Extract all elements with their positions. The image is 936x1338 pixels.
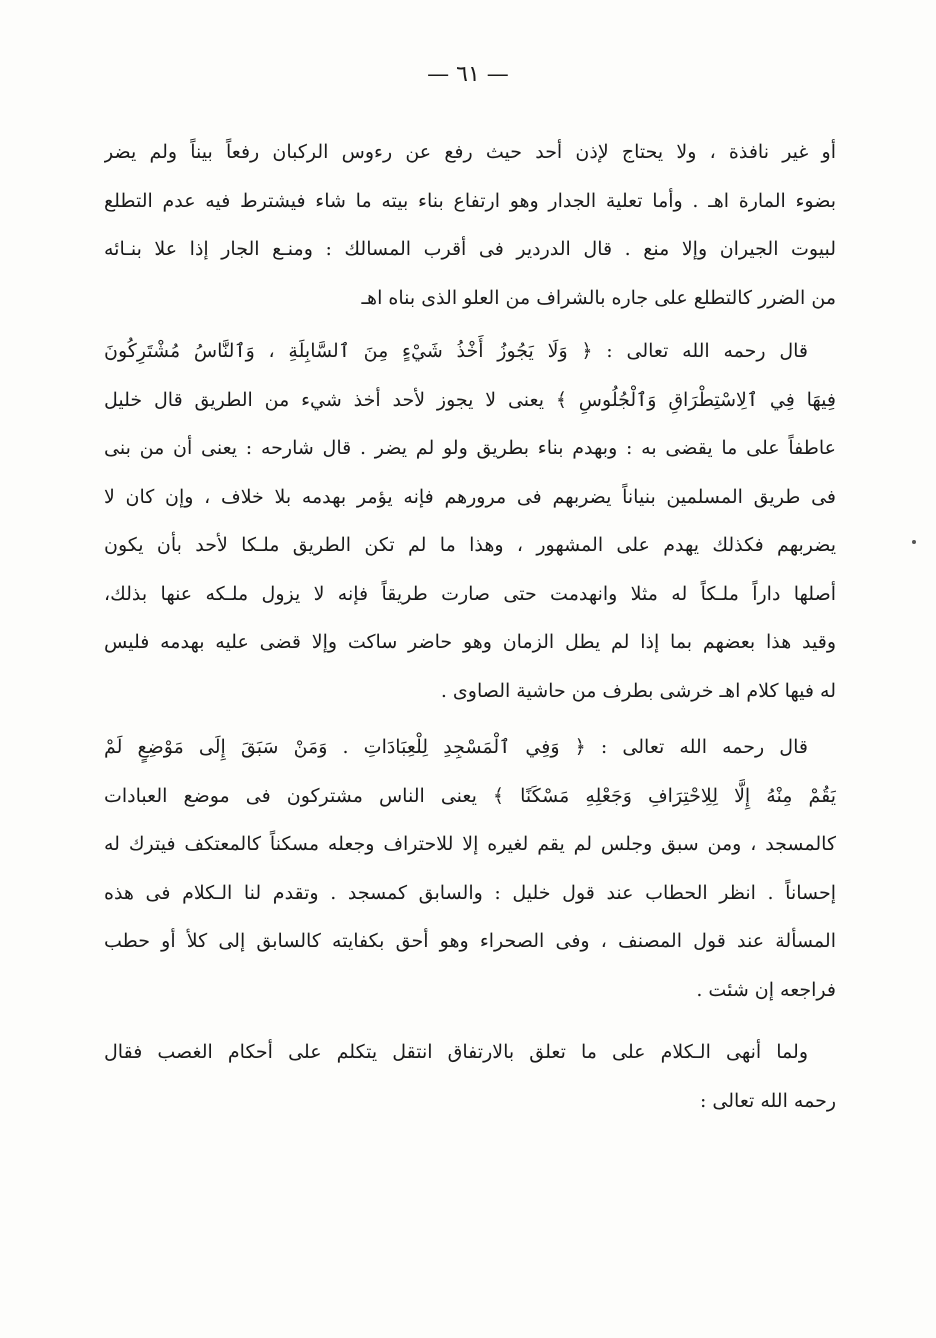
text-line: لبيوت الجيران وإلا منع . قال الدردير فى أقرب المسالك : ومنـع الجار إذا علا بنـائه — [104, 238, 836, 260]
ink-speck — [912, 540, 916, 544]
page-number: — ٦١ — — [427, 62, 509, 87]
text-line: قال رحمه الله تعالى : ﴿ وَفِي ٱلْمَسْجِدِ لِلْعِبَادَاتِ . وَمَنْ سَبَقَ إِلَى مَوْضِعٍ لَمْ — [104, 736, 808, 758]
text-line: فراجعه إن شئت . — [696, 978, 836, 1001]
text-line: عاطفاً على ما يقضى به : وبهدم بناء بطريق ولو لم يضر . قال شارحه : يعنى أن من بنى — [104, 437, 836, 459]
text-line: يضربهم فكذلك يهدم على المشهور ، وهذا ما لم تكن الطريق ملـكا لأحد بأن يكون — [104, 534, 836, 556]
paragraph — [104, 128, 836, 322]
text-line: بضوء المارة اهـ . وأما تعلية الجدار وهو ارتفاع بناء بيته ما شاء فيشترط فيه عدم التطلع — [104, 189, 836, 212]
text-line: أصلها داراً ملـكاً له مثلا وانهدمت حتى صارت طريقاً فإنه لا يزول ملـكه عنها بذلك، — [104, 582, 836, 605]
paragraph — [104, 723, 836, 1014]
text-line: قال رحمه الله تعالى : ﴿ وَلَا يَجُوزُ أَخْذُ شَيْءٍ مِنَ ٱلسَّابِلَةِ ، وَٱلنَّاسُ مُشْتَرِكُونَ — [104, 340, 808, 362]
page-body — [104, 128, 836, 1125]
text-line: فى طريق المسلمين بنياناً يضربهم فى مرورهم فإنه يؤمر بهدمه بلا خلاف ، وإن كان لا — [104, 485, 836, 508]
text-line: وقيد هذا بعضهم بما إذا لم يطل الزمان وهو حاضر ساكت وإلا قضى عليه بهدمه فليس — [104, 631, 836, 653]
text-line: له فيها كلام اهـ خرشى بطرف من حاشية الصاوى . — [440, 679, 836, 702]
text-line: ولما أنهى الـكلام على ما تعلق بالارتفاق انتقل يتكلم على أحكام الغصب فقال — [104, 1041, 808, 1063]
paragraph — [104, 327, 836, 715]
text-line: أو غير نافذة ، ولا يحتاج لإذن أحد حيث رفع عن رءوس الركبان رفعاً بيناً ولم يضر — [104, 141, 836, 163]
text-line: فِيهَا فِي ٱلِاسْتِطْرَاقِ وَٱلْجُلُوسِ ﴾ يعنى لا يجوز لأحد أخذ شيء من الطريق قال خليل — [104, 388, 836, 411]
paragraph — [104, 1028, 836, 1125]
text-line: كالمسجد ، ومن سبق وجلس لم يقم لغيره إلا للاحتراف وجعله مسكناً كالمعتكف فيترك له — [104, 833, 836, 855]
text-line: يَقُمْ مِنْهُ إِلَّا لِلِاحْتِرَافِ وَجَعْلِهِ مَسْكَنًا ﴾ يعنى الناس مشتركون فى موضع العبادات — [104, 784, 836, 807]
text-line: من الضرر كالتطلع على جاره بالشراف من العلو الذى بناه اهـ — [361, 286, 836, 309]
text-line: رحمه الله تعالى : — [699, 1089, 836, 1112]
text-line: إحساناً . انظر الحطاب عند قول خليل : والسابق كمسجد . وتقدم لنا الـكلام فى هذه — [104, 881, 836, 904]
text-line: المسألة عند قول المصنف ، وفى الصحراء وهو أحق بكفايته كالسابق إلى كلأ أو حطب — [104, 930, 836, 952]
